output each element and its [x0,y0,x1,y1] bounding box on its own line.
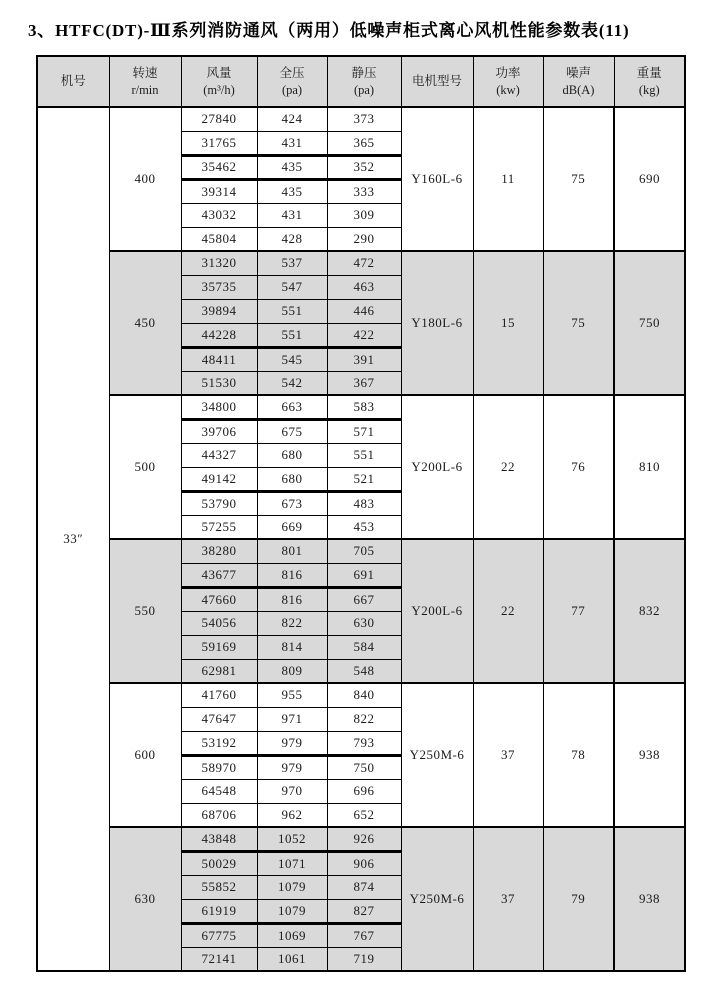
col-header-unit: (kw) [496,82,520,97]
static-pressure-cell: 583 [327,395,401,419]
airflow-cell: 34800 [181,395,257,419]
col-header-motor-model [401,56,473,107]
col-header-label: 噪声 [565,65,591,80]
col-header-unit: (pa) [281,82,303,97]
total-pressure-cell: 669 [257,515,327,539]
airflow-cell: 50029 [181,851,257,875]
static-pressure-cell: 352 [327,155,401,179]
rpm-cell: 500 [109,395,181,539]
total-pressure-cell: 801 [257,539,327,563]
col-header-label: 电机型号 [411,74,462,89]
airflow-cell: 44327 [181,443,257,467]
static-pressure-cell: 453 [327,515,401,539]
airflow-cell: 41760 [181,683,257,707]
total-pressure-cell: 551 [257,299,327,323]
col-header-label: 风量 [206,65,232,80]
header-row [37,56,685,107]
airflow-cell: 68706 [181,803,257,827]
static-pressure-cell: 719 [327,947,401,971]
static-pressure-cell: 333 [327,179,401,203]
airflow-cell: 67775 [181,923,257,947]
static-pressure-cell: 365 [327,131,401,155]
col-header-label: 转速 [132,65,158,80]
static-pressure-cell: 446 [327,299,401,323]
static-pressure-cell: 750 [327,755,401,779]
airflow-cell: 39314 [181,179,257,203]
total-pressure-cell: 431 [257,131,327,155]
airflow-cell: 72141 [181,947,257,971]
static-pressure-cell: 926 [327,827,401,851]
static-pressure-cell: 373 [327,107,401,131]
total-pressure-cell: 424 [257,107,327,131]
airflow-cell: 53192 [181,731,257,755]
total-pressure-cell: 551 [257,323,327,347]
weight-cell: 690 [614,107,685,251]
motor-model-cell: Y180L-6 [401,251,473,395]
airflow-cell: 58970 [181,755,257,779]
rpm-cell: 450 [109,251,181,395]
static-pressure-cell: 696 [327,779,401,803]
col-header-unit: (m³/h) [203,82,235,97]
col-header-label: 机号 [60,74,86,89]
airflow-cell: 55852 [181,875,257,899]
col-header-label: 全压 [279,65,305,80]
static-pressure-cell: 652 [327,803,401,827]
airflow-cell: 43848 [181,827,257,851]
table-row [37,683,685,707]
col-header-weight [614,56,685,107]
static-pressure-cell: 367 [327,371,401,395]
power-cell: 11 [473,107,543,251]
static-pressure-cell: 840 [327,683,401,707]
table-row [37,827,685,851]
power-cell: 37 [473,827,543,971]
motor-model-cell: Y250M-6 [401,683,473,827]
col-header-unit: dB(A) [562,82,595,97]
airflow-cell: 44228 [181,323,257,347]
motor-model-cell: Y200L-6 [401,539,473,683]
static-pressure-cell: 667 [327,587,401,611]
airflow-cell: 31765 [181,131,257,155]
airflow-cell: 43032 [181,203,257,227]
power-cell: 22 [473,395,543,539]
static-pressure-cell: 827 [327,899,401,923]
noise-cell: 75 [543,107,614,251]
total-pressure-cell: 1061 [257,947,327,971]
noise-cell: 79 [543,827,614,971]
col-header-label: 静压 [351,65,377,80]
static-pressure-cell: 571 [327,419,401,443]
noise-cell: 75 [543,251,614,395]
airflow-cell: 31320 [181,251,257,275]
airflow-cell: 64548 [181,779,257,803]
static-pressure-cell: 630 [327,611,401,635]
airflow-cell: 27840 [181,107,257,131]
total-pressure-cell: 545 [257,347,327,371]
total-pressure-cell: 979 [257,755,327,779]
static-pressure-cell: 391 [327,347,401,371]
airflow-cell: 35735 [181,275,257,299]
power-cell: 22 [473,539,543,683]
weight-cell: 938 [614,827,685,971]
table-header [37,56,685,107]
rpm-cell: 550 [109,539,181,683]
total-pressure-cell: 971 [257,707,327,731]
static-pressure-cell: 793 [327,731,401,755]
machine-no-cell: 33″ [37,107,109,971]
fan-performance-table [36,55,686,972]
weight-cell: 938 [614,683,685,827]
motor-model-cell: Y200L-6 [401,395,473,539]
table-body [37,107,685,971]
airflow-cell: 49142 [181,467,257,491]
rpm-cell: 600 [109,683,181,827]
total-pressure-cell: 816 [257,587,327,611]
airflow-cell: 48411 [181,347,257,371]
airflow-cell: 57255 [181,515,257,539]
static-pressure-cell: 483 [327,491,401,515]
static-pressure-cell: 906 [327,851,401,875]
weight-cell: 810 [614,395,685,539]
static-pressure-cell: 822 [327,707,401,731]
airflow-cell: 35462 [181,155,257,179]
total-pressure-cell: 809 [257,659,327,683]
static-pressure-cell: 463 [327,275,401,299]
noise-cell: 77 [543,539,614,683]
static-pressure-cell: 309 [327,203,401,227]
airflow-cell: 47647 [181,707,257,731]
static-pressure-cell: 551 [327,443,401,467]
airflow-cell: 59169 [181,635,257,659]
total-pressure-cell: 814 [257,635,327,659]
total-pressure-cell: 537 [257,251,327,275]
table-row [37,539,685,563]
total-pressure-cell: 431 [257,203,327,227]
total-pressure-cell: 1069 [257,923,327,947]
airflow-cell: 39894 [181,299,257,323]
total-pressure-cell: 428 [257,227,327,251]
power-cell: 15 [473,251,543,395]
total-pressure-cell: 663 [257,395,327,419]
col-header-unit: (kg) [638,82,660,97]
airflow-cell: 43677 [181,563,257,587]
static-pressure-cell: 548 [327,659,401,683]
static-pressure-cell: 691 [327,563,401,587]
total-pressure-cell: 962 [257,803,327,827]
static-pressure-cell: 767 [327,923,401,947]
static-pressure-cell: 705 [327,539,401,563]
motor-model-cell: Y250M-6 [401,827,473,971]
col-header-noise [543,56,614,107]
static-pressure-cell: 290 [327,227,401,251]
airflow-cell: 61919 [181,899,257,923]
total-pressure-cell: 435 [257,179,327,203]
power-cell: 37 [473,683,543,827]
col-header-total-pressure [257,56,327,107]
airflow-cell: 45804 [181,227,257,251]
table-row [37,107,685,131]
total-pressure-cell: 816 [257,563,327,587]
total-pressure-cell: 1079 [257,899,327,923]
motor-model-cell: Y160L-6 [401,107,473,251]
col-header-power [473,56,543,107]
total-pressure-cell: 970 [257,779,327,803]
static-pressure-cell: 584 [327,635,401,659]
total-pressure-cell: 1071 [257,851,327,875]
col-header-static-pressure [327,56,401,107]
total-pressure-cell: 680 [257,467,327,491]
airflow-cell: 38280 [181,539,257,563]
col-header-unit: (pa) [353,82,375,97]
total-pressure-cell: 680 [257,443,327,467]
total-pressure-cell: 979 [257,731,327,755]
airflow-cell: 47660 [181,587,257,611]
airflow-cell: 54056 [181,611,257,635]
total-pressure-cell: 955 [257,683,327,707]
total-pressure-cell: 673 [257,491,327,515]
table-row [37,251,685,275]
noise-cell: 78 [543,683,614,827]
airflow-cell: 62981 [181,659,257,683]
weight-cell: 750 [614,251,685,395]
col-header-label: 功率 [495,65,521,80]
total-pressure-cell: 675 [257,419,327,443]
table-row [37,395,685,419]
total-pressure-cell: 1052 [257,827,327,851]
col-header-unit: r/min [131,82,159,97]
col-header-airflow [181,56,257,107]
total-pressure-cell: 822 [257,611,327,635]
airflow-cell: 51530 [181,371,257,395]
static-pressure-cell: 874 [327,875,401,899]
page-title: 3、HTFC(DT)-Ⅲ系列消防通风（两用）低噪声柜式离心风机性能参数表(11) [28,21,630,40]
col-header-speed [109,56,181,107]
total-pressure-cell: 542 [257,371,327,395]
static-pressure-cell: 472 [327,251,401,275]
airflow-cell: 53790 [181,491,257,515]
noise-cell: 76 [543,395,614,539]
static-pressure-cell: 521 [327,467,401,491]
col-header-machine-no [37,56,109,107]
static-pressure-cell: 422 [327,323,401,347]
airflow-cell: 39706 [181,419,257,443]
total-pressure-cell: 1079 [257,875,327,899]
rpm-cell: 630 [109,827,181,971]
rpm-cell: 400 [109,107,181,251]
col-header-label: 重量 [636,65,662,80]
total-pressure-cell: 547 [257,275,327,299]
weight-cell: 832 [614,539,685,683]
total-pressure-cell: 435 [257,155,327,179]
